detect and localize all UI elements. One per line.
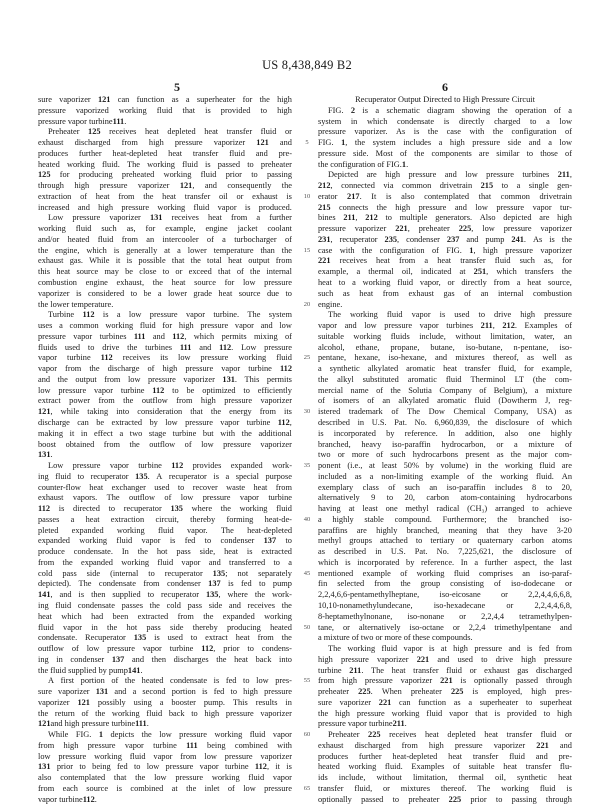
line-number-blank xyxy=(296,633,318,644)
text-line: exhaust gas. While it is possible that the total heat output from xyxy=(38,256,292,266)
text-line: preheater 225. When preheater 225 is employed, high pres- xyxy=(318,687,572,697)
line-number-blank xyxy=(296,418,318,429)
text-line: working fluid such as, for example, engine jacket coolant xyxy=(38,224,292,234)
text-line: cold pass side (internal to recuperator 135; not separately xyxy=(38,568,292,578)
line-number-blank xyxy=(296,493,318,504)
line-number-blank xyxy=(296,601,318,612)
text-line: heat to a working fluid vapor, or directly from a heat source, xyxy=(318,278,572,288)
line-number-blank xyxy=(296,440,318,451)
text-line: vapor turbine 112 . xyxy=(38,794,97,804)
text-line: fin selected from the group consisting of iso-dodecane or xyxy=(318,579,572,589)
text-line: sure vaporizer 121 can function as a superheater for the high xyxy=(38,95,292,104)
text-line: high pressure vaporizer 221 and used to drive high pressure xyxy=(318,654,572,664)
line-number-blank xyxy=(296,289,318,300)
line-number-blank xyxy=(296,504,318,515)
line-number-blank xyxy=(296,612,318,623)
line-number-blank xyxy=(296,429,318,440)
text-line: pentane, hexane, iso-hexane, and mixtures thereof, as well as xyxy=(318,353,572,363)
text-line: engine. xyxy=(318,299,343,309)
text-line: 231, recuperator 235, condenser 237 and pump 241. As is the xyxy=(318,234,572,244)
text-line: and the output from low pressure vaporizer 131. This permits xyxy=(38,374,292,384)
text-line: ing fluid condensate passes the cold pass side and receives the xyxy=(38,600,292,610)
text-line: ing in condenser 137 and then discharges the heat back into xyxy=(38,654,292,664)
text-column-left xyxy=(38,95,292,806)
text-line: pressure vaporizer. As is the case with the configuration of xyxy=(318,127,572,137)
text-line: making it in effect a two stage turbine but with the additional xyxy=(38,428,292,438)
text-line: Preheater 225 receives heat depleted heat transfer fluid or xyxy=(328,730,572,740)
text-line: such as heat from exhaust gas of an internal combustion xyxy=(318,288,572,298)
text-line: from the expanded working fluid vapor and transferred to a xyxy=(38,557,292,567)
line-number-blank xyxy=(296,579,318,590)
column-number-left: 5 xyxy=(174,80,180,94)
line-number-blank xyxy=(296,256,318,267)
line-number: 20 xyxy=(303,300,311,308)
text-line: low pressure vapor turbine 112 to be optimized to efficiently xyxy=(38,385,292,395)
text-line: expanded working fluid vapor is fed to condenser 137 to xyxy=(38,536,292,546)
text-line: Low pressure vaporizer 131 receives heat from a further xyxy=(48,213,292,223)
text-line: 215 connects the high pressure and low pressure vapor tur- xyxy=(318,202,572,212)
text-line: pressure vaporized working fluid that is provided to high xyxy=(38,105,292,115)
text-line: mentioned example of working fluid comprises an iso-paraf- xyxy=(318,568,572,578)
line-number: 10 xyxy=(303,192,311,200)
line-number-blank xyxy=(296,321,318,332)
text-line: 221 receives heat from a heat transfer fluid such as, for xyxy=(318,256,572,266)
text-line: of isomers of an alkylated aromatic fluid (Dowtherm J, reg- xyxy=(318,396,572,406)
text-line: which is incorporated by reference. In a further aspect, the last xyxy=(318,557,572,567)
text-line: vapor and low pressure vapor turbines 211, 212. Examples of xyxy=(318,321,572,331)
text-line: tane, or alternatively iso-octane or 2,2,4 trimethylpentane and xyxy=(318,622,572,632)
line-number-blank xyxy=(296,709,318,720)
text-line: from high pressure vaporizer 221 is optionally passed through xyxy=(318,676,572,686)
text-line: extract power from the outflow from high pressure vaporizer xyxy=(38,396,292,406)
text-line: low pressure working fluid vapor from low pressure vaporizer xyxy=(38,751,292,761)
text-line: heat which had been extracted from the expanded working xyxy=(38,611,292,621)
line-number-blank xyxy=(296,267,318,278)
line-number-blank xyxy=(296,472,318,483)
text-line: 131 prior to being fed to low pressure vapor turbine 112, it is xyxy=(38,762,292,772)
text-line: depicted). The condensate from condenser 137 is fed to pump xyxy=(38,579,292,589)
text-line: 121, while taking into consideration that the energy from its xyxy=(38,407,292,417)
text-line: ids include, without limitation, thermal oil, synthetic heat xyxy=(318,773,572,783)
line-number-blank xyxy=(296,117,318,128)
text-line: the lower temperature. xyxy=(38,299,114,309)
text-line: Preheater 125 receives heat depleted heat transfer fluid or xyxy=(48,127,292,137)
line-number-blank xyxy=(296,741,318,752)
text-line: from each source is combined at the inlet of low pressure xyxy=(38,784,292,793)
text-line: uses a common working fluid for high pressure vapor and low xyxy=(38,321,292,331)
text-line: vaporizer 121 possibly using a booster pump. This results in xyxy=(38,697,292,707)
text-line: vapor from the discharge of high pressure vapor turbine 112 xyxy=(38,364,292,374)
line-number-blank xyxy=(296,95,318,106)
text-line: Recuperator Output Directed to High Pressure Circuit xyxy=(355,95,535,104)
line-number: 40 xyxy=(303,515,311,523)
line-number: 5 xyxy=(305,139,309,147)
line-number-blank xyxy=(296,536,318,547)
line-number-blank xyxy=(296,558,318,569)
text-line: heated working fluid. The working fluid is passed to preheater xyxy=(38,159,292,169)
text-line: 2,2,4,6,6-pentamethylheptane, iso-eicosane or 2,2,4,4,6,6,8, xyxy=(318,590,572,600)
text-line: example, a thermal oil, indicated at 251, which transfers the xyxy=(318,267,572,277)
line-number-blank xyxy=(296,483,318,494)
text-line: 141, and is then supplied to recuperator 135, where the work- xyxy=(38,590,292,600)
text-line: exhaust vapors. The outflow of low pressure vapor turbine xyxy=(38,493,292,503)
text-line: alternatively 9 to 20, carbon atom-containing hydrocarbons xyxy=(318,493,572,503)
line-number-blank xyxy=(296,773,318,784)
column-number-right: 6 xyxy=(442,80,448,94)
text-line: the engine, which is generally at a lower temperature than the xyxy=(38,245,292,255)
line-number-blank xyxy=(296,364,318,375)
text-line: optionally passed to preheater 225 prior to passing through xyxy=(318,794,572,804)
text-line: produces further heat-depleted heat transfer fluid and pre- xyxy=(38,148,292,158)
text-line: the fluid supplied by pump 141 . xyxy=(38,665,143,675)
text-line: Low pressure vapor turbine 112 provides expanded work- xyxy=(48,461,292,471)
text-line: exemplary class of such an iso-paraffin includes 8 to 20, xyxy=(318,482,572,492)
text-line: case with the configuration of FIG. 1, high pressure vaporizer xyxy=(318,245,572,255)
text-line: combustion engine exhaust, the heat source for low pressure xyxy=(38,278,292,288)
line-number-blank xyxy=(296,375,318,386)
text-line: this heat source may be close to or exceed that of the internal xyxy=(38,267,292,277)
text-line: paraffins are highly branched, meaning that they have 3-20 xyxy=(318,525,572,535)
line-number-blank xyxy=(296,795,318,806)
line-number-blank xyxy=(296,526,318,537)
text-line: 212, connected via common drivetrain 215 to a single gen- xyxy=(318,181,572,191)
text-line: pressure vapor turbines 111 and 112, which permits mixing of xyxy=(38,331,292,341)
text-line: pleted expanded working fluid vapor. The heat-depleted xyxy=(38,525,292,535)
text-line: system in which condensate is directly charged to a low xyxy=(318,116,572,126)
line-number-blank xyxy=(296,235,318,246)
patent-number-header: US 8,438,849 B2 xyxy=(262,58,352,72)
line-number-blank xyxy=(296,203,318,214)
text-line: outflow of low pressure vapor turbine 112, prior to condens- xyxy=(38,644,292,654)
line-number: 65 xyxy=(303,785,311,792)
line-number-blank xyxy=(296,396,318,407)
line-number-blank xyxy=(296,106,318,117)
text-line: produce condensate. In the hot pass side, heat is extracted xyxy=(38,547,292,557)
line-number-blank xyxy=(296,224,318,235)
line-number-blank xyxy=(296,590,318,601)
text-line: While FIG. 1 depicts the low pressure working fluid vapor xyxy=(48,730,292,740)
text-column-right xyxy=(318,95,572,806)
text-line: sure vaporizer 131 and a second portion is fed to high pressure xyxy=(38,687,292,697)
text-line: the high pressure working fluid vapor that is provided to high xyxy=(318,708,572,718)
text-line: included as a non-limiting example of the working fluid. An xyxy=(318,471,572,481)
line-number: 25 xyxy=(303,354,311,362)
text-line: 112 is directed to recuperator 135 where the working fluid xyxy=(38,504,292,514)
line-number-blank xyxy=(296,343,318,354)
line-number: 30 xyxy=(303,408,311,416)
line-number-blank xyxy=(296,698,318,709)
text-line: FIG. 2 is a schematic diagram showing the operation of a xyxy=(328,105,572,115)
line-number-blank xyxy=(296,719,318,730)
text-line: mercial name of the Solutia Company of Belgium), a mixture xyxy=(318,385,572,395)
text-line: istered trademark of The Dow Chemical Company, USA) as xyxy=(318,407,572,417)
text-line: passes a heat extraction circuit, thereby forming heat-de- xyxy=(38,514,292,524)
line-number-blank xyxy=(296,127,318,138)
text-line: 131 . xyxy=(38,450,53,460)
text-line: described in U.S. Pat. No. 6,960,839, the disclosure of which xyxy=(318,417,572,427)
text-line: branched, heavy iso-paraffin hydrocarbon, or a mixture of xyxy=(318,439,572,449)
text-line: sure vaporizer 221 can function as a superheater to superheat xyxy=(318,697,572,707)
text-line: methyl groups attached to tertiary or quaternary carbon atoms xyxy=(318,536,572,546)
text-line: pressure vapor turbine 211 . xyxy=(318,719,407,729)
text-line: vapor turbine 112 receives its low pressure working fluid xyxy=(38,353,292,363)
text-line: 125 for producing preheated working fluid prior to passing xyxy=(38,170,292,180)
text-line: also contemplated that the low pressure working fluid vapor xyxy=(38,773,292,783)
text-line: fluids used to drive the turbines 111 and 112. Low pressure xyxy=(38,342,292,352)
text-line: condensate. Recuperator 135 is used to extract heat from the xyxy=(38,633,292,643)
text-line: counter-flow heat exchanger used to recover waste heat from xyxy=(38,482,292,492)
line-number: 50 xyxy=(303,623,311,631)
text-line: turbine 211. The heat transfer fluid or exhaust gas discharged xyxy=(318,665,572,675)
text-line: suitable working fluids include, without limitation, water, an xyxy=(318,331,572,341)
line-number-blank xyxy=(296,687,318,698)
text-line: as described in U.S. Pat. No. 7,225,621, the disclosure of xyxy=(318,547,572,557)
text-line: transfer fluid, or mixtures thereof. The working fluid is xyxy=(318,784,572,793)
text-line: extraction of heat from the heat transfer oil or exhaust is xyxy=(38,191,292,201)
line-number-blank xyxy=(296,332,318,343)
text-line: increased and high pressure working fluid vapor is produced. xyxy=(38,202,292,212)
text-line: erator 217. It is also contemplated that common drivetrain xyxy=(318,191,572,201)
text-line: discharge can be extracted by low pressure vapor turbine 112, xyxy=(38,417,292,427)
text-line: The working fluid vapor is used to drive high pressure xyxy=(328,310,572,320)
line-number-blank xyxy=(296,160,318,171)
line-number: 15 xyxy=(303,246,311,254)
text-line: through high pressure vaporizer 121, and consequently the xyxy=(38,181,292,191)
text-line: the configuration of FIG. 1 . xyxy=(318,159,409,169)
text-line: A first portion of the heated condensate is fed to low pres- xyxy=(48,676,292,686)
text-line: 10,10-nonamethylundecane, iso-hexadecane or 2,2,4,4,6,8, xyxy=(318,600,572,610)
text-line: pressure vapor turbine 111 . xyxy=(38,116,127,126)
text-line: a synthetic alkylated aromatic heat transfer fluid, for example, xyxy=(318,364,572,374)
line-number: 35 xyxy=(303,462,311,470)
line-number-blank xyxy=(296,181,318,192)
text-line: exhaust discharged from high pressure vaporizer 121 and xyxy=(38,138,292,148)
line-number-blank xyxy=(296,762,318,773)
line-number-blank xyxy=(296,170,318,181)
text-line: pressure vaporizer 221, preheater 225, low pressure vaporizer xyxy=(318,224,572,234)
text-line: ing fluid to recuperator 135. A recuperator is a special purpose xyxy=(38,471,292,481)
line-number-blank xyxy=(296,655,318,666)
line-number-blank xyxy=(296,450,318,461)
line-number-blank xyxy=(296,149,318,160)
text-line: FIG. 1, the system includes a high pressure side and a low xyxy=(318,138,572,148)
line-number-blank xyxy=(296,278,318,289)
line-number: 60 xyxy=(303,731,311,739)
text-line: Depicted are high pressure and low pressure turbines 211, xyxy=(328,170,572,180)
text-line: ponent (i.e., at least 50% by volume) in the working fluid are xyxy=(318,461,572,471)
text-line: the return of the working fluid back to high pressure vaporizer xyxy=(38,708,292,718)
text-line: is incorporated by reference. In addition, also one highly xyxy=(318,428,572,438)
text-line: exhaust discharged from high pressure vaporizer 221 and xyxy=(318,740,572,750)
text-line: boost obtained from the outflow of low pressure vaporizer xyxy=(38,439,292,449)
line-number-blank xyxy=(296,644,318,655)
text-line: pressure side. Most of the components are similar to those of xyxy=(318,148,572,158)
line-number: 45 xyxy=(303,569,311,577)
text-line: heated working fluid. Examples of suitable heat transfer flu- xyxy=(318,762,572,772)
text-line: alcohol, ethane, propane, butane, iso-butane, n-pentane, iso- xyxy=(318,342,572,352)
line-number-blank xyxy=(296,752,318,763)
text-line: 121 and high pressure turbine 111 . xyxy=(38,719,149,729)
text-line: from high pressure vapor turbine 111 being combined with xyxy=(38,740,292,750)
line-number-blank xyxy=(296,666,318,677)
text-line: fluid vapor in the hot pass side thereby producing heated xyxy=(38,622,292,632)
line-number-blank xyxy=(296,547,318,558)
text-line: having at least one methyl radical (CH₃) arranged to achieve xyxy=(318,504,572,514)
text-line: vaporizer is considered to be a lower grade heat source due to xyxy=(38,288,292,298)
line-number-blank xyxy=(296,310,318,321)
text-line: a mixture of two or more of these compounds. xyxy=(318,633,473,643)
text-line: 8-heptamethylnonane, iso-nonane or 2,2,4,4 tetramethylpen- xyxy=(318,611,572,621)
line-number-gutter xyxy=(296,95,318,806)
text-line: The working fluid vapor is at high pressure and is fed from xyxy=(328,644,572,654)
line-number-blank xyxy=(296,386,318,397)
text-line: produces further heat-depleted heat transfer fluid and pre- xyxy=(318,751,572,761)
text-line: a highly stable compound. Furthermore; the branched iso- xyxy=(318,514,572,524)
text-line: Turbine 112 is a low pressure vapor turbine. The system xyxy=(48,310,292,320)
line-number: 55 xyxy=(303,677,311,685)
text-line: bines 211, 212 to multiple generators. Also depicted are high xyxy=(318,213,572,223)
text-line: and/or heated fluid from an intercooler of a turbocharger of xyxy=(38,234,292,244)
text-line: the alkyl substituted aromatic fluid Therminol LT (the com- xyxy=(318,374,572,384)
line-number-blank xyxy=(296,213,318,224)
text-line: two or more of such hydrocarbons present as the major com- xyxy=(318,450,572,460)
